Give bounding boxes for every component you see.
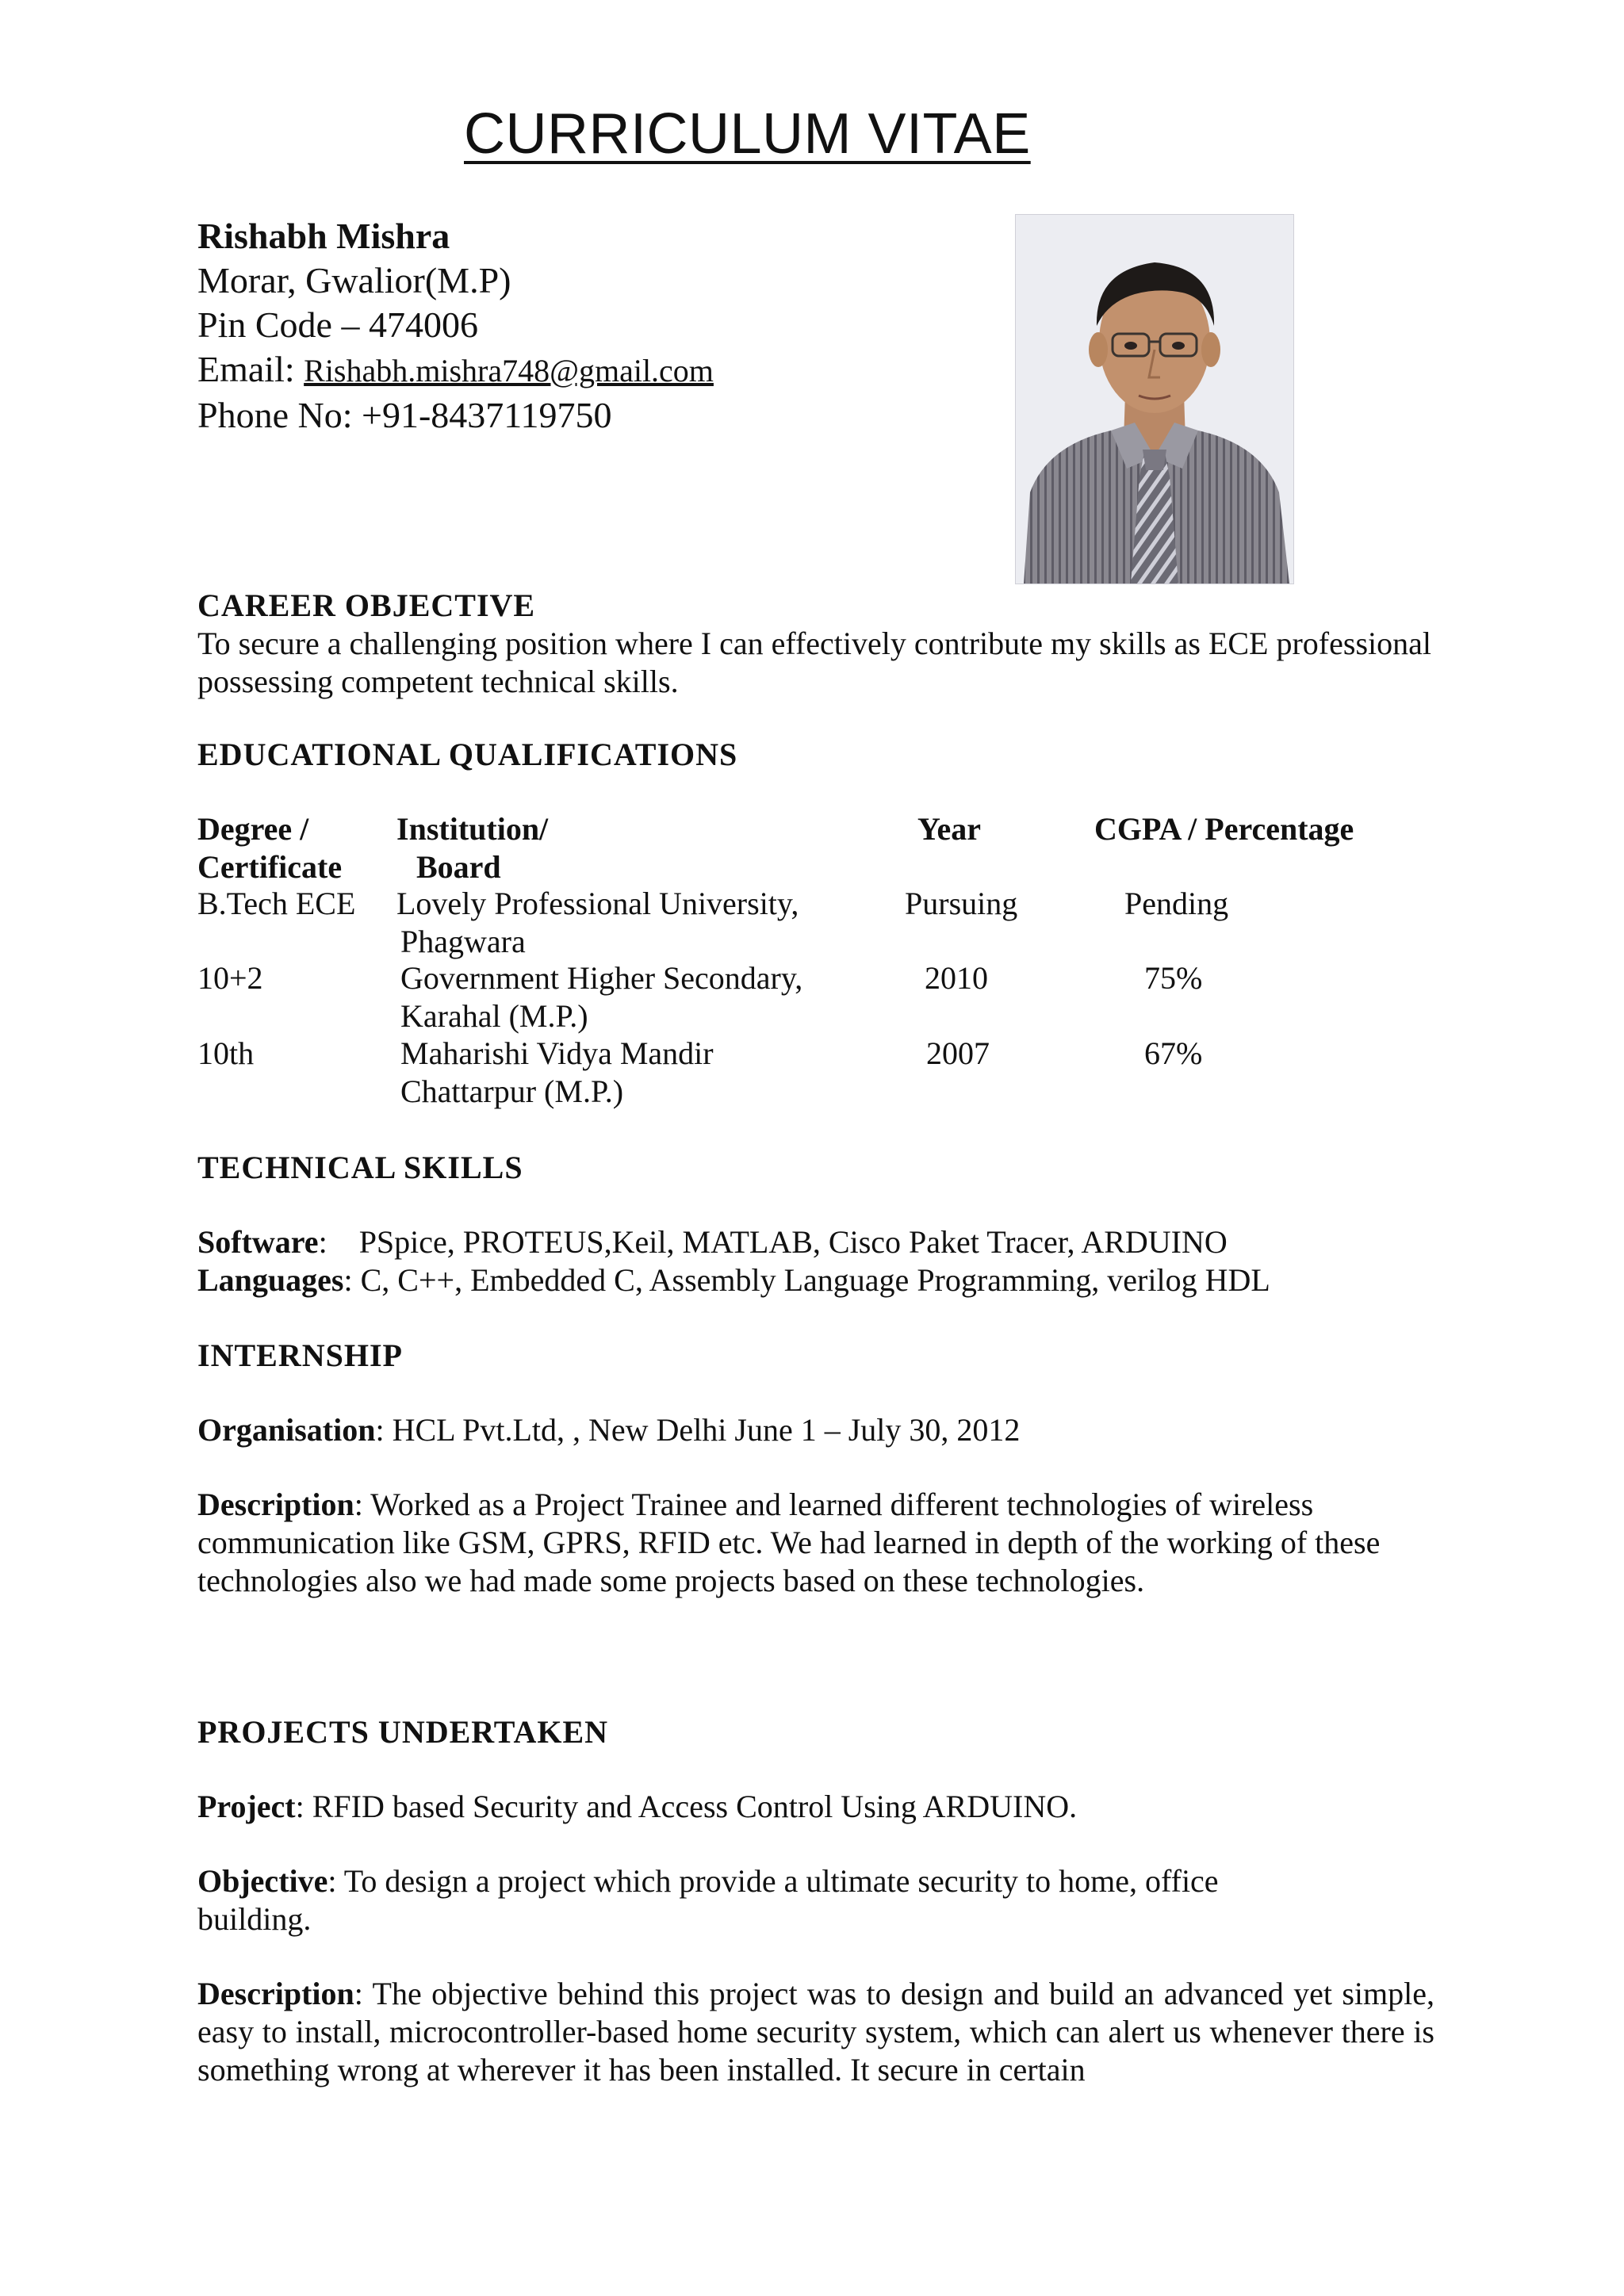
phone: Phone No: +91-8437119750 (197, 395, 612, 435)
email-line (197, 347, 714, 393)
candidate-name: Rishabh Mishra (197, 216, 450, 256)
institution-header-line1: Institution/ (396, 811, 549, 847)
table-row-2-degree: 10+2 (197, 960, 263, 996)
internship-description (197, 1486, 1434, 1600)
education-heading: EDUCATIONAL QUALIFICATIONS (197, 737, 738, 772)
career-objective-section (197, 587, 1434, 701)
table-row-3-institution-line2: Chattarpur (M.P.) (400, 1073, 624, 1109)
email-link[interactable]: Rishabh.mishra748@gmail.com (304, 353, 714, 388)
portrait-photo (1015, 214, 1294, 584)
table-row-1-institution-line2: Phagwara (400, 924, 526, 959)
projects-section (197, 1713, 1434, 2089)
career-objective-text: To secure a challenging position where I can effectively contribute my skills as ECE professional possessing competent technical skills. (197, 626, 1431, 699)
software-value: PSpice, PROTEUS,Keil, MATLAB, Cisco Paket Tracer, ARDUINO (358, 1224, 1228, 1260)
career-objective-heading: CAREER OBJECTIVE (197, 587, 536, 623)
software-line: Software: PSpice, PROTEUS,Keil, MATLAB, Cisco Paket Tracer, ARDUINO (197, 1224, 1228, 1260)
table-row-1-institution-line1: Lovely Professional University, (396, 886, 799, 921)
table-row-2-year: 2010 (925, 960, 988, 996)
organisation-line (197, 1411, 1434, 1449)
project-description (197, 1975, 1434, 2089)
internship-description-label: Description (197, 1487, 354, 1522)
table-row-2-institution-line1: Government Higher Secondary, (400, 960, 803, 996)
project-description-label: Description (197, 1976, 354, 2011)
pin-code: Pin Code – 474006 (197, 304, 478, 345)
software-label: Software (197, 1224, 319, 1260)
degree-header-line1: Degree / (197, 811, 309, 847)
objective-label: Objective (197, 1863, 328, 1899)
languages-value: : C, C++, Embedded C, Assembly Language Programming, verilog HDL (343, 1262, 1270, 1298)
organisation-value: : HCL Pvt.Ltd, , New Delhi June 1 – July 30, 2012 (375, 1412, 1021, 1448)
objective-value: : To design a project which provide a ultimate security to home, office building. (197, 1863, 1219, 1937)
email-label: Email: (197, 349, 304, 389)
internship-description-value: : Worked as a Project Trainee and learned different technologies of wireless communication like GSM, GPRS, RFID etc. We had learned in depth of the working of these technologies also we had made some projects based on these technologies. (197, 1487, 1381, 1598)
table-row-2-institution-line2: Karahal (M.P.) (400, 998, 588, 1034)
table-row-3-score: 67% (1144, 1035, 1203, 1071)
degree-header-line2: Certificate (197, 849, 343, 885)
portrait-icon (1016, 215, 1293, 584)
project-description-value: : The objective behind this project was to design and build an advanced yet simple, easy to install, microcontroller-based home security system, which can alert us whenever there is something wrong at wherever it has been installed. It secure in certain (197, 1976, 1434, 2087)
organisation-label: Organisation (197, 1412, 376, 1448)
education-heading-wrap (197, 736, 1434, 774)
table-row-2-score: 75% (1144, 960, 1203, 996)
contact-block (197, 214, 714, 438)
objective-line (197, 1862, 1339, 1938)
table-row-1-score: Pending (1124, 886, 1229, 921)
cv-title: CURRICULUM VITAE (464, 102, 1031, 166)
table-row-1-year: Pursuing (905, 886, 1018, 921)
internship-heading: INTERNSHIP (197, 1337, 403, 1373)
year-header: Year (917, 811, 981, 847)
table-row-3-institution-line1: Maharishi Vidya Mandir (400, 1035, 714, 1071)
languages-line (197, 1261, 1434, 1299)
project-label: Project (197, 1789, 296, 1824)
internship-section (197, 1337, 1434, 1600)
languages-label: Languages (197, 1262, 344, 1298)
technical-skills-section (197, 1149, 1434, 1299)
address: Morar, Gwalior(M.P) (197, 260, 511, 300)
technical-skills-heading: TECHNICAL SKILLS (197, 1150, 523, 1185)
project-value: : RFID based Security and Access Control Using ARDUINO. (295, 1789, 1078, 1824)
table-row-1-degree: B.Tech ECE (197, 886, 356, 921)
cgpa-header: CGPA / Percentage (1094, 811, 1354, 847)
institution-header-line2: Board (416, 849, 501, 885)
table-row-3-degree: 10th (197, 1035, 255, 1071)
projects-heading: PROJECTS UNDERTAKEN (197, 1714, 609, 1750)
table-row-3-year: 2007 (926, 1035, 990, 1071)
project-line (197, 1788, 1434, 1826)
